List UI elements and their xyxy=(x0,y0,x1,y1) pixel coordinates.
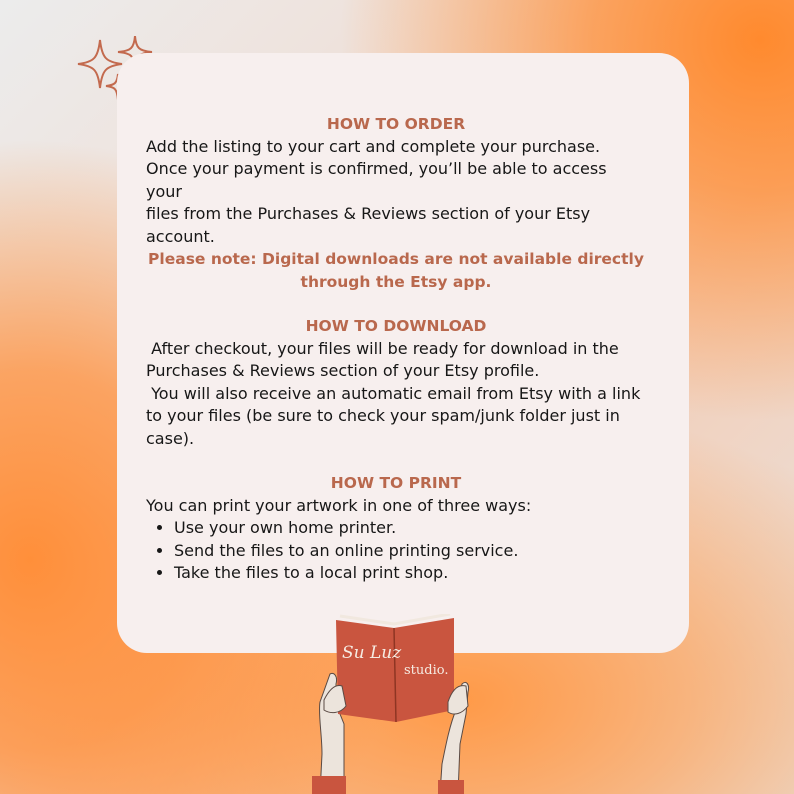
download-heading: HOW TO DOWNLOAD xyxy=(305,317,487,335)
list-item: • Take the files to a local print shop. xyxy=(174,562,646,585)
download-line: case). xyxy=(146,428,195,448)
order-note: through the Etsy app. xyxy=(300,272,492,291)
print-heading: HOW TO PRINT xyxy=(330,474,462,492)
order-line: files from the Purchases & Reviews section of your Etsy xyxy=(146,204,591,223)
order-line: Once your payment is confirmed, you’ll be able to access your xyxy=(146,159,607,201)
instructions xyxy=(146,113,646,585)
order-heading: HOW TO ORDER xyxy=(326,115,466,133)
brand-name: Su Luz xyxy=(342,643,402,663)
print-intro: You can print your artwork in one of three ways: xyxy=(146,495,532,515)
download-line: After checkout, your files will be ready for download in the xyxy=(146,338,619,358)
book-illustration xyxy=(300,614,490,794)
order-line: Add the listing to your cart and complete your purchase. xyxy=(146,136,601,156)
download-line: Purchases & Reviews section of your Etsy profile. xyxy=(146,361,540,380)
order-note: Please note: Digital downloads are not available directly xyxy=(148,250,644,268)
brand-suffix: studio. xyxy=(404,663,449,678)
download-line: to your files (be sure to check your spam/junk folder just in xyxy=(146,406,620,425)
print-options-list xyxy=(146,517,646,585)
list-item: • Use your own home printer. xyxy=(174,517,646,540)
download-line: You will also receive an automatic email from Etsy with a link xyxy=(146,383,641,403)
order-line: account. xyxy=(146,226,215,246)
list-item: • Send the files to an online printing service. xyxy=(174,540,646,563)
